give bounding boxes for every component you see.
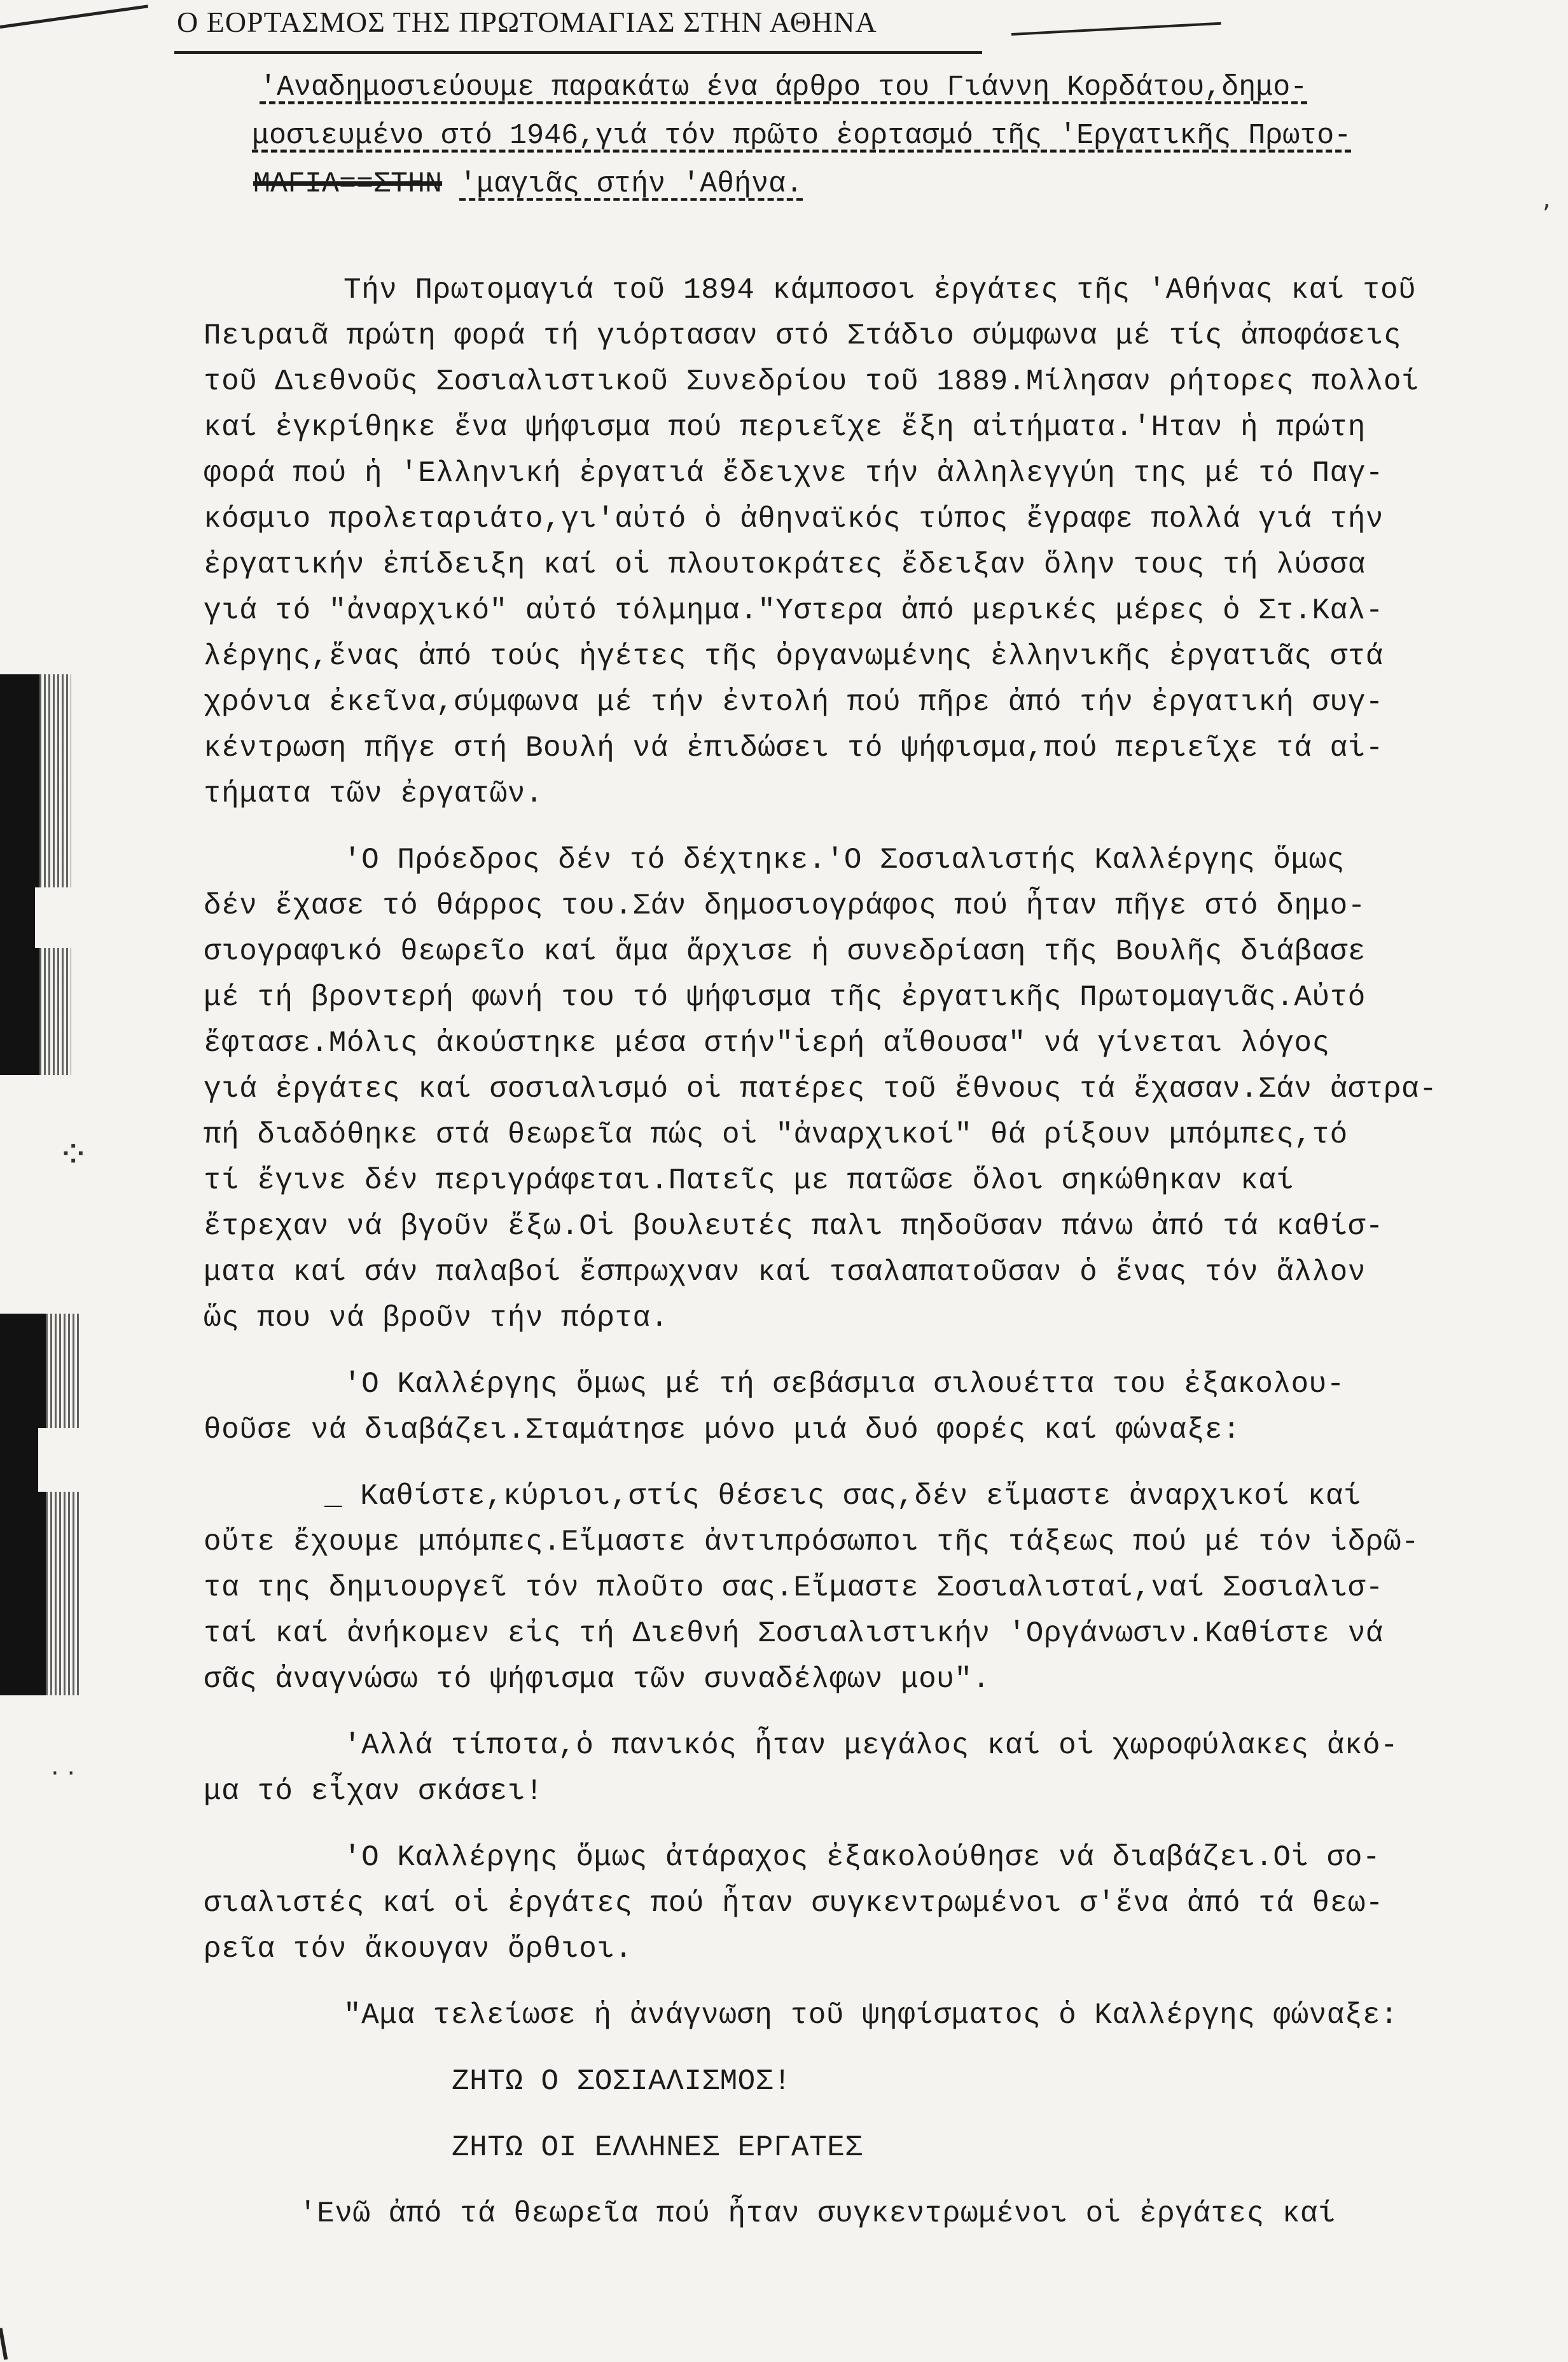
scan-grain-bottom [46,1314,81,1695]
p2-line-9: ἔτρεχαν νά βγοῦν ἔξω.Οἱ βουλευτές παλι πηδοῦσαν πάνω ἀπό τά καθίσ- [204,1210,1384,1243]
p6-line-2: σιαλιστές καί οἱ ἐργάτες πού ἦταν συγκεντρωμένοι σ'ἕνα ἀπό τά θεω- [204,1887,1384,1920]
intro-struck-text: ΜΑΓΙΑ==ΣΤΗΝ [253,168,443,200]
intro-line-3-text: 'μαγιᾶς στήν 'Αθήνα. [459,168,803,200]
p1-line-1: Τήν Πρωτομαγιά τοῦ 1894 κάμποσοι ἐργάτες τῆς 'Αθήνας καί τοῦ [343,274,1417,307]
p6-line-3: ρεῖα τόν ἄκουγαν ὄρθιοι. [204,1933,633,1966]
p2-line-5: ἔφτασε.Μόλις ἀκούστηκε μέσα στήν"ἱερή αἴθουσα" νά γίνεται λόγος [204,1027,1330,1060]
p2-line-4: μέ τή βροντερή φωνή του τό ψήφισμα τῆς ἐργατικῆς Πρωτομαγιᾶς.Αὐτό [204,981,1366,1014]
p3-line-1: 'Ο Καλλέργης ὅμως μέ τή σεβάσμια σιλουέττα του ἐξακολου- [343,1368,1345,1401]
p4-line-2: οὔτε ἔχουμε μπόμπες.Εἴμαστε ἀντιπρόσωποι τῆς τάξεως πού μέ τόν ἱδρῶ- [204,1525,1420,1559]
p1-line-9: λέργης,ἕνας ἀπό τούς ἡγέτες τῆς ὀργανωμένης ἑλληνικῆς ἐργατιᾶς στά [204,640,1384,673]
scan-speck-2: · · [51,1759,76,1788]
pen-stroke-right [1011,22,1221,36]
p4-line-4: ταί καί ἀνήκομεν εἰς τή Διεθνή Σοσιαλιστικήν 'Οργάνωσιν.Καθίστε νά [204,1617,1384,1650]
p6-line-1: 'Ο Καλλέργης ὅμως ἀτάραχος ἐξακολούθησε νά διαβάζει.Οἱ σο- [343,1841,1381,1874]
p4-line-5: σᾶς ἀναγνώσω τό ψήφισμα τῶν συναδέλφων μου". [204,1663,990,1696]
p1-line-12: τήματα τῶν ἐργατῶν. [204,777,543,810]
p2-line-6: γιά ἐργάτες καί σοσιαλισμό οἱ πατέρες τοῦ ἔθνους τά ἔχασαν.Σάν ἀστρα- [204,1073,1438,1106]
scan-gap-top [35,887,87,948]
intro-line-3 [253,160,1468,209]
scan-mark-corner [0,2328,8,2359]
scan-artifact-top [0,674,39,1075]
scan-gap-bottom [38,1428,92,1492]
p1-line-4: καί ἐγκρίθηκε ἕνα ψήφισμα πού περιεῖχε ἕξη αἰτήματα.'Ηταν ἡ πρώτη [204,411,1366,444]
intro-note [252,64,1468,209]
p1-line-5: φορά πού ἡ 'Ελληνική ἐργατιά ἔδειχνε τήν ἀλληλεγγύη της μέ τό Παγ- [204,457,1384,490]
p1-line-3: τοῦ Διεθνοῦς Σοσιαλιστικοῦ Συνεδρίου τοῦ 1889.Μίλησαν ρήτορες πολλοί [204,365,1420,398]
scan-grain-top [39,674,71,1075]
p1-line-11: κέντρωση πῆγε στή Βουλή νά ἐπιδώσει τό ψήφισμα,πού περιεῖχε τά αἰ- [204,732,1384,765]
p1-line-10: χρόνια ἐκεῖνα,σύμφωνα μέ τήν ἐντολή πού πῆρε ἀπό τήν ἐργατική συγ- [204,686,1384,719]
slogan-line-1: ΖΗΤΩ Ο ΣΟΣΙΑΛΙΣΜΟΣ! [452,2065,791,2098]
pen-stroke-left [0,4,148,29]
page-title: Ο ΕΟΡΤΑΣΜΟΣ ΤΗΣ ΠΡΩΤΟΜΑΓΙΑΣ ΣΤΗΝ ΑΘΗΝΑ [177,6,877,38]
p1-line-8: γιά τό "ἀναρχικό" αὐτό τόλμημα."Υστερα ἀπό μερικές μέρες ὁ Στ.Καλ- [204,594,1384,627]
p2-line-8: τί ἔγινε δέν περιγράφεται.Πατεῖς με πατῶσε ὅλοι σηκώθηκαν καί [204,1164,1294,1197]
p2-line-11: ὥς που νά βροῦν τήν πόρτα. [204,1302,669,1335]
p9-line-1: 'Ενῶ ἀπό τά θεωρεῖα πού ἦταν συγκεντρωμένοι οἱ ἐργάτες καί [299,2197,1336,2230]
p3-line-2: θοῦσε νά διαβάζει.Σταμάτησε μόνο μιά δυό φορές καί φώναξε: [204,1414,1241,1447]
intro-line-2: μοσιευμένο στό 1946,γιά τόν πρῶτο ἑορτασμό τῆς 'Εργατικῆς Πρωτο- [252,120,1352,152]
p2-line-3: σιογραφικό θεωρεῖο καί ἅμα ἄρχισε ἡ συνεδρίαση τῆς Βουλῆς διάβασε [204,935,1366,968]
p2-line-10: ματα καί σάν παλαβοί ἔσπρωχναν καί τσαλαπατοῦσαν ὁ ἕνας τόν ἄλλον [204,1256,1366,1289]
scan-speck-1: ⁘ [57,1132,90,1177]
title-underline [174,51,982,54]
intro-line-1: 'Αναδημοσιεύουμε παρακάτω ένα άρθρο του Γιάννη Κορδάτου,δημο- [260,71,1308,104]
scan-artifact-bottom [0,1314,46,1695]
p7-line-1: "Αμα τελείωσε ἡ ἀνάγνωση τοῦ ψηφίσματος ὁ Καλλέργης φώναξε: [343,1999,1399,2032]
p5-line-1: 'Αλλά τίποτα,ὁ πανικός ἦταν μεγάλος καί οἱ χωροφύλακες ἀκό- [343,1729,1399,1762]
p5-line-2: μα τό εἶχαν σκάσει! [204,1775,543,1808]
p4-line-1: _ Καθίστε,κύριοι,στίς θέσεις σας,δέν εἴμαστε ἀναρχικοί καί [324,1480,1362,1513]
p1-line-2: Πειραιᾶ πρώτη φορά τή γιόρτασαν στό Στάδιο σύμφωνα μέ τίς ἀποφάσεις [204,319,1402,352]
scan-speck-3: , [1543,184,1551,214]
slogan-line-2: ΖΗΤΩ ΟΙ ΕΛΛΗΝΕΣ ΕΡΓΑΤΕΣ [452,2131,863,2164]
p2-line-2: δέν ἔχασε τό θάρρος του.Σάν δημοσιογράφος πού ἦταν πῆγε στό δημο- [204,889,1366,922]
p4-line-3: τα της δημιουργεῖ τόν πλοῦτο σας.Εἴμαστε Σοσιαλισταί,ναί Σοσιαλισ- [204,1571,1384,1604]
p2-line-7: πή διαδόθηκε στά θεωρεῖα πώς οἱ "ἀναρχικοί" θά ρίξουν μπόμπες,τό [204,1118,1348,1151]
p1-line-7: ἐργατικήν ἐπίδειξη καί οἱ πλουτοκράτες ἔδειξαν ὅλην τους τή λύσσα [204,548,1366,581]
p1-line-6: κόσμιο προλεταριάτο,γι'αὐτό ὁ ἀθηναϊκός τύπος ἔγραφε πολλά γιά τήν [204,503,1384,536]
p2-line-1: 'Ο Πρόεδρος δέν τό δέχτηκε.'Ο Σοσιαλιστής Καλλέργης ὅμως [343,844,1345,877]
